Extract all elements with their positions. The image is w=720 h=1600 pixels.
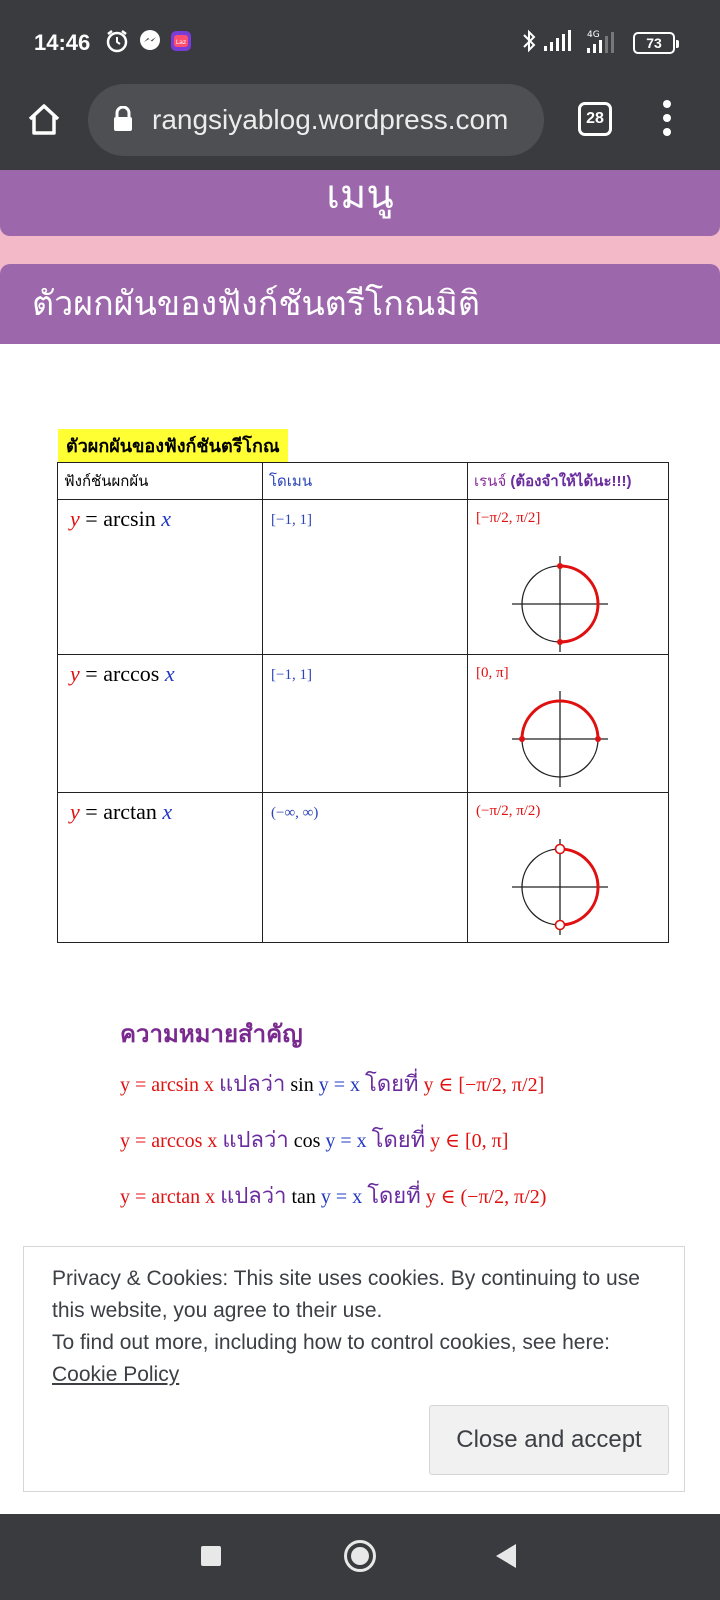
var-y: y <box>70 661 80 686</box>
var-x: x <box>164 661 175 686</box>
var-y: y <box>70 506 80 531</box>
equals: = <box>79 506 104 531</box>
close-and-accept-button[interactable]: Close and accept <box>429 1405 669 1475</box>
range-cell <box>468 500 669 655</box>
header-range-label: เรนจ์ <box>474 473 507 490</box>
network-type-text: 4G <box>587 30 600 40</box>
range-value: [−π/2, π/2] <box>476 510 541 526</box>
arcsin-unit-circle-diagram <box>510 554 610 654</box>
var-x: x <box>161 506 171 531</box>
meaning-line <box>120 1122 508 1157</box>
table-row <box>58 793 669 943</box>
meaning-line <box>120 1066 544 1101</box>
var-y: y <box>70 799 80 824</box>
messenger-icon <box>138 28 162 57</box>
function-cell <box>58 655 263 793</box>
inverse-trig-table <box>57 462 669 943</box>
header-function: ฟังก์ชันผกผัน <box>58 463 263 500</box>
meaning-condition: y ∈ (−π/2, π/2) <box>425 1186 547 1208</box>
meaning-where: โดยที่ <box>371 1127 426 1152</box>
meaning-heading: ความหมายสำคัญ <box>120 1021 303 1048</box>
table-row <box>58 655 669 793</box>
url-text: rangsiyablog.wordpress.com <box>152 104 509 135</box>
domain-cell: (−∞, ∞) <box>263 793 468 943</box>
recent-apps-icon[interactable] <box>201 1546 221 1566</box>
function-name: arctan <box>103 799 157 824</box>
meaning-condition: y ∈ [0, π] <box>430 1130 509 1152</box>
table-caption: ตัวผกผันของฟังก์ชันตรีโกณ <box>58 429 288 462</box>
meaning-relation: y = x <box>320 1186 363 1208</box>
more-vert-icon[interactable] <box>660 100 674 140</box>
home-circle-icon[interactable] <box>344 1540 376 1572</box>
bluetooth-icon <box>521 28 537 59</box>
svg-text:Laz: Laz <box>175 39 187 46</box>
signal-icon <box>543 30 573 57</box>
meaning-where: โดยที่ <box>365 1071 419 1096</box>
system-nav-bar <box>0 1514 720 1600</box>
meaning-lhs: y = arcsin x <box>120 1074 215 1096</box>
range-value: (−π/2, π/2) <box>476 803 541 819</box>
status-time: 14:46 <box>34 30 91 55</box>
meaning-trig: cos <box>293 1130 321 1152</box>
header-range-note: (ต้องจำให้ได้นะ!!!) <box>510 473 632 490</box>
status-bar <box>0 0 720 84</box>
meaning-trig: tan <box>291 1186 316 1208</box>
meaning-condition: y ∈ [−π/2, π/2] <box>423 1074 545 1096</box>
meaning-trig: sin <box>290 1074 314 1096</box>
browser-toolbar <box>0 84 720 170</box>
cookie-line-2: To find out more, including how to control cookies, see here: <box>52 1331 610 1354</box>
range-cell <box>468 793 669 943</box>
back-icon[interactable] <box>496 1544 516 1568</box>
meaning-relation: y = x <box>318 1074 361 1096</box>
meaning-where: โดยที่ <box>367 1183 421 1208</box>
header-range <box>468 463 669 500</box>
table-header-row <box>58 463 669 500</box>
function-name: arcsin <box>103 506 156 531</box>
arccos-unit-circle-diagram <box>510 689 610 789</box>
site-menu-button[interactable]: เมนู <box>0 170 720 236</box>
post-title: ตัวผกผันของฟังก์ชันตรีโกณมิติ <box>0 264 720 344</box>
page-bottom-spacer <box>0 1492 720 1514</box>
meaning-lhs: y = arccos x <box>120 1130 218 1152</box>
meaning-line <box>120 1178 546 1213</box>
function-name: arccos <box>103 661 160 686</box>
cookie-policy-link[interactable]: Cookie Policy <box>52 1363 180 1386</box>
meaning-lhs: y = arctan x <box>120 1186 216 1208</box>
cookie-line-1: Privacy & Cookies: This site uses cookies. By continuing to use this website, you agree to their use. <box>52 1267 640 1322</box>
range-value: [0, π] <box>476 665 509 681</box>
table-row <box>58 500 669 655</box>
cookie-banner <box>23 1246 685 1492</box>
signal-4g-icon <box>583 28 623 59</box>
domain-cell: [−1, 1] <box>263 500 468 655</box>
domain-cell: [−1, 1] <box>263 655 468 793</box>
lazada-icon <box>170 30 192 57</box>
cookie-text <box>52 1263 672 1391</box>
meaning-connector: แปลว่า <box>219 1071 286 1096</box>
meaning-relation: y = x <box>325 1130 367 1152</box>
equals: = <box>79 661 104 686</box>
var-x: x <box>162 799 173 824</box>
arctan-unit-circle-diagram <box>510 837 610 937</box>
meaning-connector: แปลว่า <box>220 1183 287 1208</box>
function-cell <box>58 500 263 655</box>
address-bar[interactable] <box>88 84 544 156</box>
lock-icon <box>112 106 134 137</box>
range-cell <box>468 655 669 793</box>
tabs-icon[interactable]: 28 <box>578 102 612 136</box>
battery-icon: 73 <box>633 32 675 54</box>
alarm-icon <box>104 28 130 59</box>
function-cell <box>58 793 263 943</box>
home-icon[interactable] <box>26 102 62 143</box>
equals: = <box>79 799 104 824</box>
header-domain: โดเมน <box>263 463 468 500</box>
meaning-connector: แปลว่า <box>222 1127 289 1152</box>
